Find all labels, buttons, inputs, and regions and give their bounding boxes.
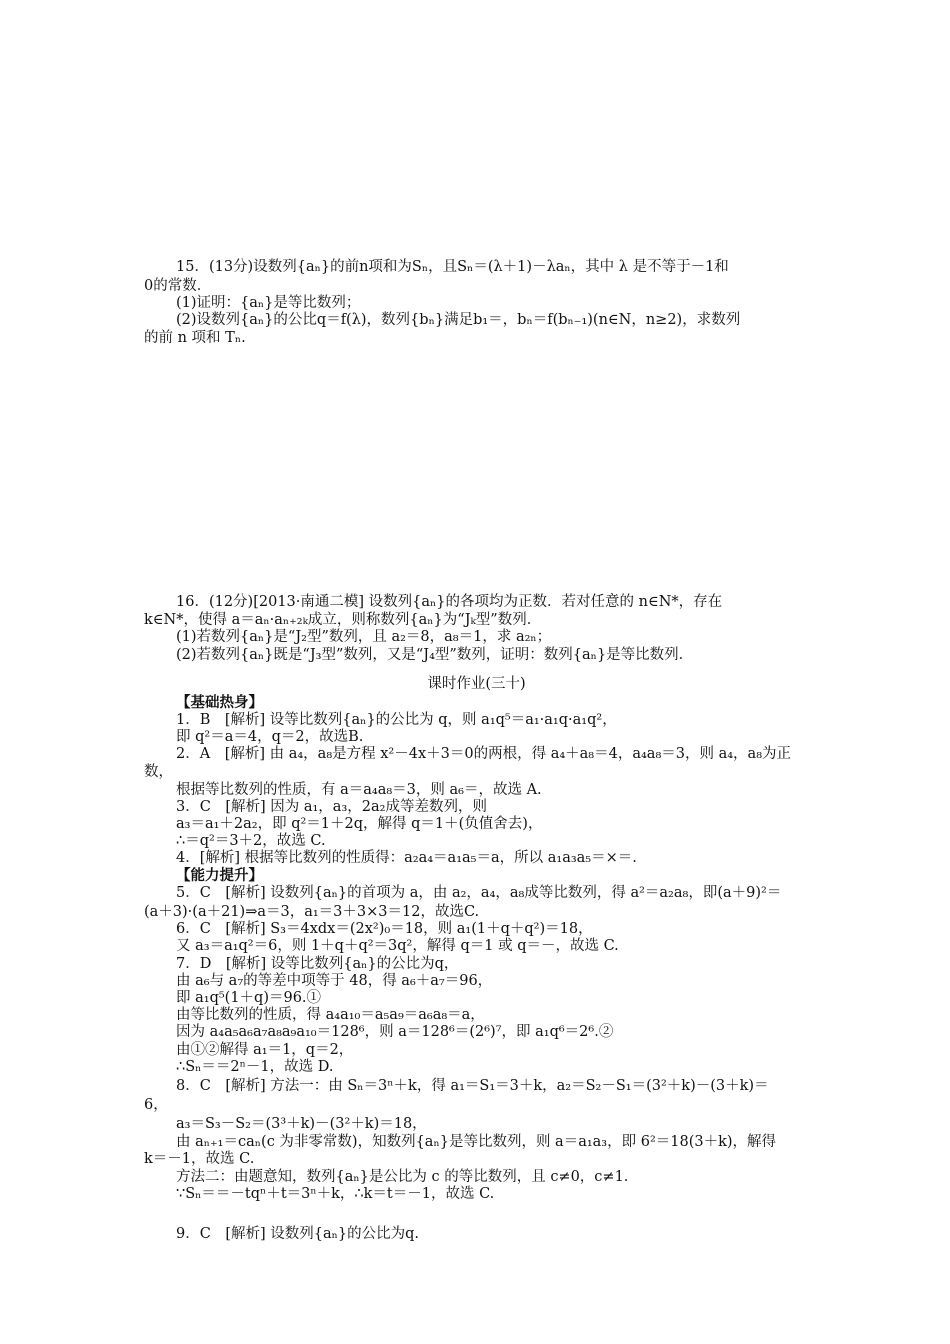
- answer-7-d: 由等比数列的性质，得 a₄a₁₀＝a₅a₉＝a₆a₈＝a，: [176, 1007, 485, 1023]
- answer-6-b: 又 a₃＝a₁q²＝6，则 1＋q＋q²＝3q²，解得 q＝1 或 q＝－，故选 C.: [176, 938, 619, 954]
- answer-8-c: a₃＝S₃－S₂＝(3³＋k)－(3²＋k)＝18，: [176, 1116, 427, 1132]
- answer-7-f: 由①②解得 a₁＝1，q＝2，: [176, 1042, 354, 1058]
- answer-3-b: a₃＝a₁＋2a₂，即 q²＝1＋2q，解得 q＝1＋(负值舍去)，: [176, 816, 543, 832]
- answer-9: 9．C [解析] 设数列{aₙ}的公比为q.: [176, 1226, 420, 1242]
- answer-7: 7．D [解析] 设等比数列{aₙ}的公比为q，: [176, 956, 459, 972]
- q16-line-2: k∈N*，使得 a＝aₙ·aₙ₊₂ₖ成立，则称数列{aₙ}为“Jₖ型”数列．: [144, 612, 542, 628]
- section-title: 课时作业(三十): [427, 676, 526, 692]
- answer-5-b: (a＋3)·(a＋21)⇒a＝3，a₁＝3＋3×3＝12，故选C.: [144, 904, 480, 920]
- q15-line-3: (1)证明：{aₙ}是等比数列；: [176, 295, 361, 311]
- q15-line-4: (2)设数列{aₙ}的公比q＝f(λ)，数列{bₙ}满足b₁＝，bₙ＝f(bₙ₋₁)(n∈N，n≥2)，求数列: [176, 312, 741, 328]
- answer-3: 3．C [解析] 因为 a₁，a₃，2a₂成等差数列，则: [176, 799, 487, 815]
- answer-8-f: 方法二：由题意知，数列{aₙ}是公比为 c 的等比数列，且 c≠0，c≠1.: [176, 1169, 629, 1185]
- answer-8: 8．C [解析] 方法一：由 Sₙ＝3ⁿ＋k，得 a₁＝S₁＝3＋k，a₂＝S₂－S₁＝(3²＋k)－(3＋k)＝: [176, 1078, 769, 1094]
- answer-8-e: k＝－1，故选 C.: [144, 1151, 255, 1167]
- q15-line-1: 15．(13分)设数列{aₙ}的前n项和为Sₙ，且Sₙ＝(λ＋1)－λaₙ，其中 λ 是不等于－1和: [176, 259, 729, 275]
- q16-line-4: (2)若数列{aₙ}既是“J₃型”数列，又是“J₄型”数列，证明：数列{aₙ}是等比数列．: [176, 647, 694, 663]
- answer-4: 4．[解析] 根据等比数列的性质得：a₂a₄＝a₁a₅＝a，所以 a₁a₃a₅＝×＝.: [176, 850, 637, 866]
- answer-7-e: 因为 a₄a₅a₆a₇a₈a₉a₁₀＝128⁶，则 a＝128⁶＝(2⁶)⁷，即 a₁q⁶＝2⁶.②: [176, 1024, 614, 1040]
- answer-8-d: 由 aₙ₊₁＝caₙ(c 为非零常数)，知数列{aₙ}是等比数列，则 a＝a₁a₃，即 6²＝18(3＋k)，解得: [176, 1134, 777, 1150]
- answer-8-g: ∵Sₙ＝＝－tqⁿ＋t＝3ⁿ＋k，∴k＝t＝－1，故选 C.: [176, 1186, 495, 1202]
- answer-3-c: ∴＝q²＝3＋2，故选 C.: [176, 833, 326, 849]
- answer-1-b: 即 q²＝a＝4，q＝2，故选B.: [176, 729, 364, 745]
- answer-5: 5．C [解析] 设数列{aₙ}的首项为 a，由 a₂，a₄，a₈成等比数列，得 a²＝a₂a₈，即(a＋9)²＝: [176, 885, 782, 901]
- answer-1: 1．B [解析] 设等比数列{aₙ}的公比为 q，则 a₁q⁵＝a₁·a₁q·a₁q²，: [176, 712, 617, 728]
- answer-7-c: 即 a₁q⁵(1＋q)＝96.①: [176, 990, 322, 1006]
- answer-2: 2．A [解析] 由 a₄，a₈是方程 x²－4x＋3＝0的两根，得 a₄＋a₈＝4，a₄a₈＝3，则 a₄，a₈为正: [176, 746, 792, 762]
- answer-7-g: ∴Sₙ＝＝2ⁿ－1，故选 D.: [176, 1059, 334, 1075]
- answer-2-c: 根据等比数列的性质，有 a＝a₄a₈＝3，则 a₆＝，故选 A.: [176, 782, 542, 798]
- q16-line-3: (1)若数列{aₙ}是“J₂型”数列，且 a₂＝8，a₈＝1，求 a₂ₙ；: [176, 629, 552, 645]
- answer-2-b: 数，: [144, 764, 173, 780]
- heading-basic: 【基础热身】: [176, 694, 263, 711]
- answer-7-b: 由 a₆与 a₇的等差中项等于 48，得 a₆＋a₇＝96，: [176, 973, 493, 989]
- answer-6: 6．C [解析] S₃＝4xdx＝(2x²)₀＝18，则 a₁(1＋q＋q²)＝18，: [176, 921, 593, 937]
- answer-8-b: 6，: [144, 1097, 168, 1113]
- q15-line-5: 的前 n 项和 Tₙ.: [144, 330, 246, 346]
- q16-line-1: 16．(12分)[2013·南通二模] 设数列{aₙ}的各项均为正数．若对任意的 n∈N*，存在: [176, 594, 723, 610]
- heading-advanced: 【能力提升】: [176, 867, 263, 884]
- q15-line-2: 0的常数．: [144, 278, 212, 294]
